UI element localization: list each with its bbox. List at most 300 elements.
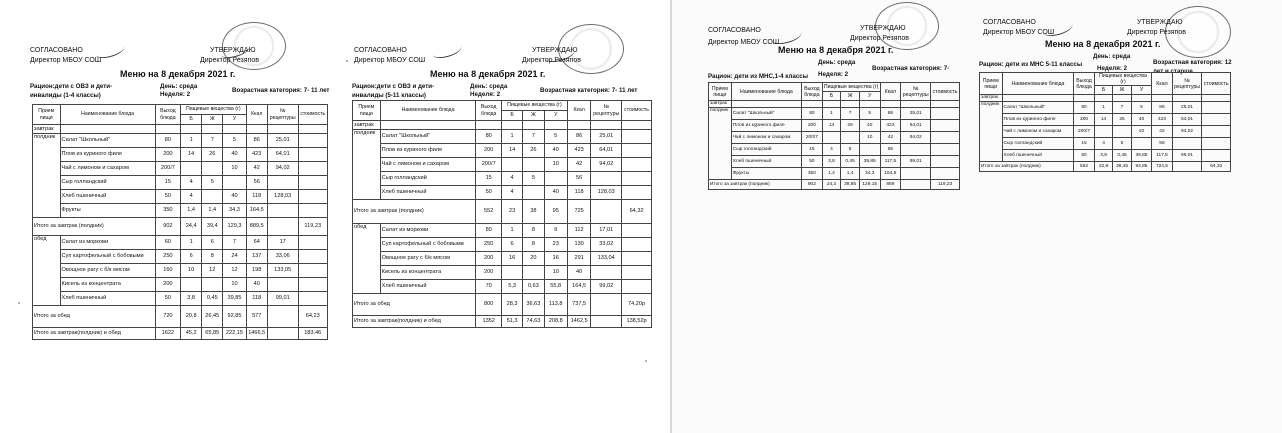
col-b: Б [1094, 86, 1112, 95]
dish-zh: 26 [523, 144, 544, 158]
dish-b: 4 [822, 144, 841, 156]
dish-kkal: 40 [246, 278, 267, 292]
total-row [353, 294, 652, 316]
dish-kkal: 42 [567, 158, 590, 172]
dish-rec [901, 168, 931, 180]
total-rec [267, 328, 298, 340]
dish-b [501, 266, 522, 280]
col-nutrients: Пищевые вещества (г) [1094, 73, 1151, 86]
empty-cell [246, 125, 267, 134]
col-u: У [544, 111, 567, 121]
col-cost: стоимость [931, 83, 960, 101]
total-rec [1172, 162, 1202, 172]
total-rec [267, 218, 298, 236]
total-out: 800 [476, 294, 502, 316]
dish-name: Кисель из концентрата [380, 266, 476, 280]
dish-out: 200/7 [1074, 126, 1095, 138]
dish-name: Сыр голландский [1002, 138, 1074, 150]
dish-name: Салат "Школьный" [731, 108, 801, 120]
confirm-label: УТВЕРЖДАЮ [860, 25, 906, 32]
empty-cell [1202, 95, 1231, 102]
menu-title: Меню на 8 декабря 2021 г. [120, 69, 236, 79]
dish-u: 12 [223, 264, 246, 278]
dish-kkal: 423 [1152, 114, 1173, 126]
col-cost: стоимость [1202, 73, 1231, 95]
director-left: Директор МБОУ СОШ [983, 29, 1055, 36]
dish-u: 39,85 [1131, 150, 1152, 162]
total-label: Итого за завтрак(полдник) и обед [353, 316, 476, 328]
dish-kkal: 164,5 [246, 204, 267, 218]
table-row [709, 144, 960, 156]
meal-section-label: завтрак [33, 125, 61, 134]
dish-cost [298, 292, 328, 306]
dish-name: Овощное рагу с б/к мясом [60, 264, 155, 278]
dish-b: 14 [501, 144, 522, 158]
dish-zh: 7 [841, 108, 860, 120]
dish-name: Салат из моркови [60, 236, 155, 250]
dish-out: 200 [476, 266, 502, 280]
dish-kkal: 56 [567, 172, 590, 186]
dish-u: 7 [223, 236, 246, 250]
col-u: У [1131, 86, 1152, 95]
menu-sheet-4 [975, 0, 1240, 215]
total-kkal: 1466,5 [246, 328, 267, 340]
dish-name: Плов из куриного филе [1002, 114, 1074, 126]
table-row [33, 176, 328, 190]
dish-u: 10 [544, 266, 567, 280]
empty-cell [567, 121, 590, 130]
dish-zh: 0,45 [1113, 150, 1131, 162]
week-label: Неделя: 2 [470, 91, 501, 98]
scan-speck [346, 60, 348, 62]
dish-zh: 12 [202, 264, 223, 278]
dish-u: 24 [223, 250, 246, 264]
dish-kkal: 56 [880, 144, 901, 156]
dish-cost [622, 158, 652, 172]
dish-b: 14 [181, 148, 202, 162]
total-out: 902 [155, 218, 180, 236]
table-row [33, 264, 328, 278]
dish-out: 200 [1074, 114, 1095, 126]
dish-out: 200 [802, 120, 823, 132]
total-label: Итого за завтрак(полдник) и обед [33, 328, 156, 340]
dish-name: Салат "Школьный" [60, 134, 155, 148]
total-rec [267, 306, 298, 328]
table-row [980, 102, 1231, 114]
dish-name: Чай с лимоном и сахаром [60, 162, 155, 176]
dish-b: 4 [501, 186, 522, 200]
menu-sheet-3 [700, 0, 965, 215]
dish-rec [591, 266, 622, 280]
empty-cell [380, 121, 476, 130]
empty-cell [267, 125, 298, 134]
dish-out: 80 [476, 224, 502, 238]
ration-label: Рацион:дети с ОВЗ и дети-инвалиды (1-4 классы) [30, 83, 113, 99]
dish-out: 15 [1074, 138, 1095, 150]
dish-out: 200/7 [802, 132, 823, 144]
dish-name: Салат "Школьный" [380, 130, 476, 144]
empty-cell [202, 125, 223, 134]
dish-name: Чай с лимоном и сахаром [1002, 126, 1074, 138]
dish-b: 14 [822, 120, 841, 132]
total-cost: 64,32 [1202, 162, 1231, 172]
dish-u: 34,3 [223, 204, 246, 218]
dish-zh [523, 266, 544, 280]
dish-cost [931, 168, 960, 180]
dish-u [1131, 138, 1152, 150]
col-cost: стоимость [298, 105, 328, 125]
dish-b: 1 [501, 224, 522, 238]
dish-b: 4 [181, 176, 202, 190]
dish-zh [202, 162, 223, 176]
age-label: Возрастная категория: 7- [872, 65, 950, 72]
total-b: 23 [501, 200, 522, 224]
empty-cell [731, 101, 801, 108]
total-zh: 38 [523, 200, 544, 224]
dish-cost [298, 134, 328, 148]
age-label: Возрастная категория: 7- 11 лет [540, 87, 638, 94]
menu-title: Меню на 8 декабря 2021 г. [1045, 39, 1161, 49]
dish-kkal: 42 [246, 162, 267, 176]
dish-zh [523, 186, 544, 200]
empty-cell [1074, 95, 1095, 102]
col-name: Наименование блюда [60, 105, 155, 125]
total-cost: 64,32 [622, 200, 652, 224]
dish-name: Хлеб пшеничный [380, 280, 476, 294]
meal-type-label: полдник [33, 134, 61, 218]
total-kkal: 1462,5 [567, 316, 590, 328]
total-label: Итого за завтрак (полдник) [709, 180, 802, 190]
dish-b: 4 [1094, 138, 1112, 150]
dish-cost [298, 162, 328, 176]
dish-kkal: 423 [880, 120, 901, 132]
dish-out: 80 [1074, 102, 1095, 114]
dish-kkal: 137 [246, 250, 267, 264]
menu-sheet-1 [0, 0, 340, 400]
dish-u: 10 [223, 278, 246, 292]
dish-b: 1 [822, 108, 841, 120]
dish-b: 3,8 [181, 292, 202, 306]
dish-rec [267, 278, 298, 292]
signature-left [431, 41, 463, 60]
dish-b: 5,3 [501, 280, 522, 294]
dish-cost [622, 144, 652, 158]
dish-b: 4 [181, 190, 202, 204]
dish-cost [622, 130, 652, 144]
dish-u [859, 144, 880, 156]
dish-rec: 25,01 [267, 134, 298, 148]
col-zh: Ж [841, 92, 860, 101]
dish-name: Чай с лимоном и сахаром [380, 158, 476, 172]
total-u: 92,85 [223, 306, 246, 328]
empty-cell [622, 121, 652, 130]
dish-rec: 17 [267, 236, 298, 250]
dish-u [544, 172, 567, 186]
dish-kkal: 164,5 [880, 168, 901, 180]
dish-out: 80 [476, 130, 502, 144]
table-row [353, 238, 652, 252]
total-rec [591, 294, 622, 316]
dish-kkal: 118 [246, 190, 267, 204]
table-row [709, 108, 960, 120]
approved-label: СОГЛАСОВАНО [30, 47, 83, 54]
meal-section-label: завтрак [353, 121, 381, 130]
table-row [980, 138, 1231, 150]
dish-rec: 133,05 [267, 264, 298, 278]
total-u: 113,8 [544, 294, 567, 316]
dish-u [223, 176, 246, 190]
director-left: Директор МБОУ СОШ [30, 57, 102, 64]
col-out: Выход блюда [1074, 73, 1095, 95]
total-u: 222,15 [223, 328, 246, 340]
dish-name: Сыр голландский [60, 176, 155, 190]
dish-cost [1202, 114, 1231, 126]
dish-rec [267, 204, 298, 218]
dish-cost [1202, 102, 1231, 114]
total-b: 20,8 [181, 306, 202, 328]
col-priem: Прием пищи [709, 83, 732, 101]
dish-kkal: 56 [1152, 138, 1173, 150]
dish-cost [931, 156, 960, 168]
dish-kkal: 64 [246, 236, 267, 250]
dish-cost [298, 264, 328, 278]
dish-u: 40 [1131, 114, 1152, 126]
empty-cell [223, 125, 246, 134]
total-b: 28,3 [501, 294, 522, 316]
total-b: 22,8 [1094, 162, 1112, 172]
menu-sheet-2 [340, 0, 670, 400]
dish-zh: 7 [523, 130, 544, 144]
dish-cost [622, 280, 652, 294]
table-row [353, 158, 652, 172]
total-row [33, 218, 328, 236]
total-label: Итого за обед [353, 294, 476, 316]
empty-cell [1002, 95, 1074, 102]
day-label: День: среда [1093, 53, 1131, 60]
dish-out: 50 [155, 190, 180, 204]
approved-label: СОГЛАСОВАНО [708, 27, 761, 34]
dish-name: Кисель из концентрата [60, 278, 155, 292]
dish-u: 55,8 [544, 280, 567, 294]
dish-rec: 17,01 [591, 224, 622, 238]
empty-cell [822, 101, 841, 108]
page-edge [670, 0, 672, 433]
scan-speck [645, 360, 647, 362]
col-kkal: Ккал [246, 105, 267, 125]
col-name: Наименование блюда [380, 101, 476, 121]
total-cost: 119,23 [298, 218, 328, 236]
total-rec [901, 180, 931, 190]
total-out: 1352 [476, 316, 502, 328]
total-rec [591, 200, 622, 224]
dish-zh: 0,45 [841, 156, 860, 168]
dish-zh [202, 190, 223, 204]
dish-out: 200 [476, 144, 502, 158]
week-label: Неделя: 2 [818, 71, 849, 78]
confirm-label: УТВЕРЖДАЮ [1137, 19, 1183, 26]
dish-out: 250 [476, 238, 502, 252]
dish-b: 14 [1094, 114, 1112, 126]
dish-b [822, 132, 841, 144]
total-out: 1622 [155, 328, 180, 340]
total-kkal: 737,5 [567, 294, 590, 316]
dish-u: 5 [859, 108, 880, 120]
dish-kkal: 42 [880, 132, 901, 144]
director-right: Директор Резяпов [522, 57, 581, 64]
day-label: День: среда [818, 59, 856, 66]
dish-b: 1 [181, 236, 202, 250]
dish-out: 80 [155, 134, 180, 148]
section-row [709, 101, 960, 108]
dish-name: Фрукты [60, 204, 155, 218]
total-out: 552 [476, 200, 502, 224]
total-out: 552 [1074, 162, 1095, 172]
total-b: 51,3 [501, 316, 522, 328]
dish-out: 250 [155, 250, 180, 264]
total-zh: 39,4 [202, 218, 223, 236]
dish-kkal: 130 [567, 238, 590, 252]
dish-rec: 94,02 [901, 132, 931, 144]
dish-cost [622, 252, 652, 266]
director-left: Директор МБОУ СОШ [708, 39, 780, 46]
dish-out: 50 [155, 292, 180, 306]
total-out: 720 [155, 306, 180, 328]
col-rec: № рецептуры [1172, 73, 1202, 95]
dish-kkal: 40 [567, 266, 590, 280]
dish-cost [1202, 138, 1231, 150]
col-b: Б [501, 111, 522, 121]
dish-cost [298, 250, 328, 264]
total-row [709, 180, 960, 190]
dish-u: 40 [544, 186, 567, 200]
table-row [33, 134, 328, 148]
dish-name: Суп картофельный с бобовыми [380, 238, 476, 252]
dish-kkal: 86 [246, 134, 267, 148]
dish-zh: 1,4 [202, 204, 223, 218]
dish-b: 6 [181, 250, 202, 264]
dish-zh: 20 [523, 252, 544, 266]
dish-kkal: 164,5 [567, 280, 590, 294]
table-row [33, 148, 328, 162]
empty-cell [859, 101, 880, 108]
dish-b: 1 [181, 134, 202, 148]
table-row [980, 114, 1231, 126]
col-zh: Ж [1113, 86, 1131, 95]
empty-cell [1152, 95, 1173, 102]
dish-rec: 94,02 [1172, 126, 1202, 138]
dish-name: Хлеб пшеничный [60, 190, 155, 204]
dish-u: 40 [223, 148, 246, 162]
dish-kkal: 86 [567, 130, 590, 144]
age-label: Возрастная категория: 12 лет и старше [1153, 59, 1232, 75]
empty-cell [880, 101, 901, 108]
scan-speck [18, 302, 20, 304]
table-row [353, 172, 652, 186]
dish-rec: 64,01 [591, 144, 622, 158]
dish-cost [931, 144, 960, 156]
total-zh: 39,85 [841, 180, 860, 190]
age-label: Возрастная категория: 7- 11 лет [232, 87, 330, 94]
table-row [33, 292, 328, 306]
total-cost: 138,52р [622, 316, 652, 328]
dish-rec [901, 144, 931, 156]
dish-zh: 0,63 [523, 280, 544, 294]
section-row [353, 121, 652, 130]
dish-kkal: 86 [880, 108, 901, 120]
table-row [353, 144, 652, 158]
table-row [33, 190, 328, 204]
total-out: 902 [802, 180, 823, 190]
ration-label: Рацион: дети из МНС,1-4 классы [708, 73, 809, 80]
dish-b: 3,8 [822, 156, 841, 168]
approved-label: СОГЛАСОВАНО [354, 47, 407, 54]
dish-zh [841, 132, 860, 144]
total-rec [591, 316, 622, 328]
dish-out: 200/7 [155, 162, 180, 176]
empty-cell [501, 121, 522, 130]
dish-rec: 128,03 [267, 190, 298, 204]
table-row [353, 252, 652, 266]
col-priem: Прием пищи [980, 73, 1003, 95]
dish-rec: 25,01 [591, 130, 622, 144]
dish-zh [202, 278, 223, 292]
table-row [33, 250, 328, 264]
dish-rec: 99,01 [1172, 150, 1202, 162]
dish-zh [523, 158, 544, 172]
total-row [980, 162, 1231, 172]
total-u: 95 [544, 200, 567, 224]
dish-name: Хлеб пшеничный [1002, 150, 1074, 162]
dish-cost [298, 176, 328, 190]
menu-table [708, 82, 960, 190]
dish-zh [1113, 126, 1131, 138]
dish-u: 5 [1131, 102, 1152, 114]
col-cost: стоимость [622, 101, 652, 121]
meal-type-label: обед [353, 224, 381, 294]
dish-zh: 5 [1113, 138, 1131, 150]
table-row [980, 150, 1231, 162]
col-b: Б [181, 115, 202, 125]
empty-cell [476, 121, 502, 130]
dish-rec: 133,04 [591, 252, 622, 266]
dish-kkal: 117,5 [880, 156, 901, 168]
table-row [33, 278, 328, 292]
dish-cost [931, 132, 960, 144]
col-out: Выход блюда [476, 101, 502, 121]
dish-b: 1 [501, 130, 522, 144]
dish-zh: 1,4 [841, 168, 860, 180]
col-out: Выход блюда [802, 83, 823, 101]
ration-label: Рацион: дети из МНС 5-11 классы [979, 61, 1083, 68]
dish-rec: 99,02 [591, 280, 622, 294]
total-kkal: 889,5 [246, 218, 267, 236]
total-b: 24,4 [181, 218, 202, 236]
dish-rec: 64,01 [901, 120, 931, 132]
total-label: Итого за завтрак (полдник) [980, 162, 1074, 172]
dish-out: 80 [802, 108, 823, 120]
empty-cell [1131, 95, 1152, 102]
dish-u: 10 [859, 132, 880, 144]
director-left: Директор МБОУ СОШ [354, 57, 426, 64]
ration-label: Рацион:дети с ОВЗ и дети-инвалиды (5-11 классы) [352, 83, 435, 99]
dish-b [181, 162, 202, 176]
dish-kkal: 117,5 [1152, 150, 1173, 162]
col-kkal: Ккал [1152, 73, 1173, 95]
dish-cost [931, 108, 960, 120]
col-nutrients: Пищевые вещества (г) [181, 105, 247, 115]
dish-b: 16 [501, 252, 522, 266]
dish-u: 40 [223, 190, 246, 204]
